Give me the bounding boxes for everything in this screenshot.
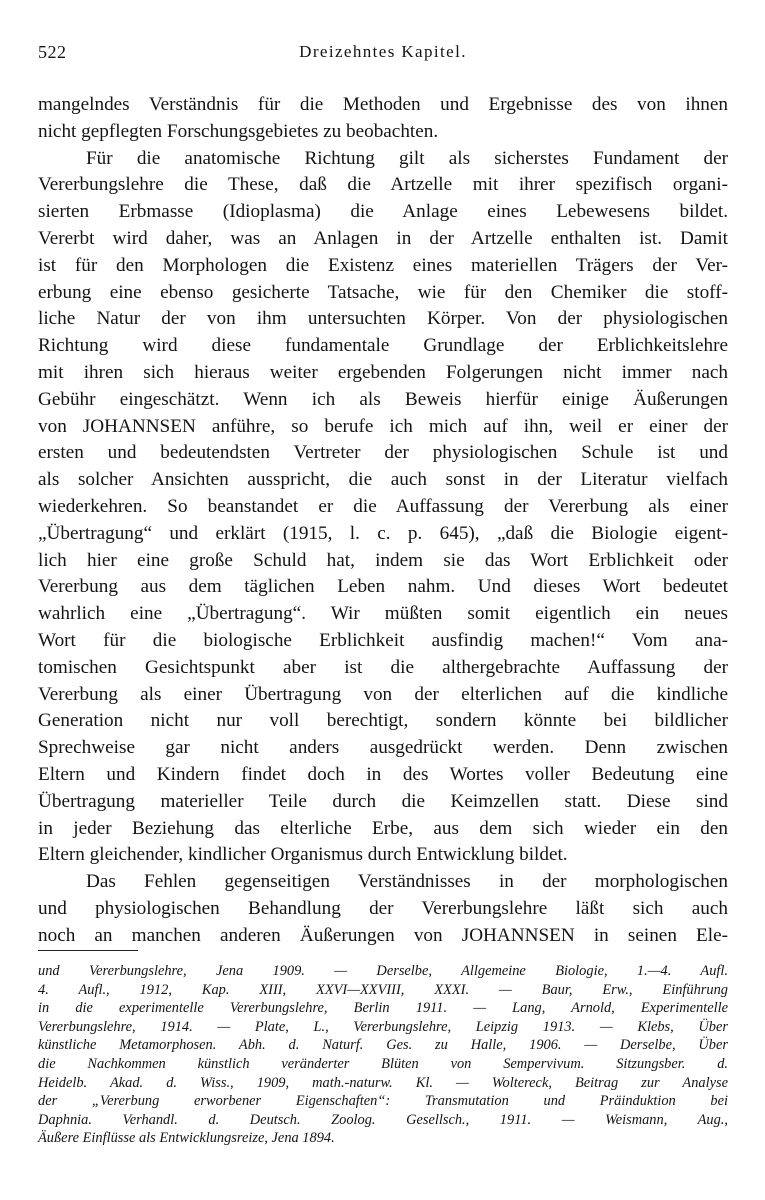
running-head: Dreizehntes Kapitel. [299, 42, 467, 61]
body-line: lich hier eine große Schuld hat, indem sie das Wort Erblichkeit oder [38, 549, 728, 571]
footnote-line: 4. Aufl., 1912, Kap. XIII, XXVI—XXVIII, XXXI. — Baur, Erw., Einführung [38, 981, 728, 998]
body-line: mangelndes Verständnis für die Methoden und Ergebnisse des von ihnen [38, 94, 728, 115]
body-line: und physiologischen Behandlung der Vererbungslehre läßt sich auch [38, 897, 728, 919]
body-line: Vererbung als einer Übertragung von der elterlichen auf die kindliche [38, 683, 728, 705]
footnote-line: Äußere Einflüsse als Entwicklungsreize, Jena 1894. [38, 1130, 335, 1147]
body-line: mit ihren sich hieraus weiter ergebenden Folgerungen nicht immer nach [38, 361, 728, 383]
body-line: wiederkehren. So beanstandet er die Auffassung der Vererbung als einer [38, 495, 728, 517]
body-line: Wort für die biologische Erblichkeit ausfindig machen!“ Vom ana- [38, 629, 728, 651]
body-text [38, 92, 728, 950]
body-line: Übertragung materieller Teile durch die Keimzellen statt. Diese sind [38, 790, 728, 812]
body-line: Vererbung aus dem täglichen Leben nahm. Und dieses Wort bedeutet [38, 576, 728, 598]
body-line: ersten und bedeutendsten Vertreter der physiologischen Schule ist und [38, 442, 728, 464]
body-line: als solcher Ansichten ausspricht, die auch sonst in der Literatur vielfach [38, 469, 728, 491]
body-line: ist für den Morphologen die Existenz eines materiellen Trägers der Ver- [38, 254, 728, 276]
body-line: von JOHANNSEN anführe, so berufe ich mich auf ihn, weil er einer der [38, 415, 728, 437]
body-line: Das Fehlen gegenseitigen Verständnisses in der morphologischen [86, 871, 728, 893]
footnote-line: Daphnia. Verhandl. d. Deutsch. Zoolog. Gesellsch., 1911. — Weismann, Aug., [38, 1111, 728, 1128]
body-line: wahrlich eine „Übertragung“. Wir müßten somit eigentlich ein neues [38, 603, 728, 625]
footnote-line: die Nachkommen künstlich veränderter Blüten von Sempervivum. Sitzungsber. d. [38, 1055, 728, 1072]
footnotes [38, 962, 728, 1148]
body-line: Für die anatomische Richtung gilt als sicherstes Fundament der [86, 147, 728, 169]
body-line: sierten Erbmasse (Idioplasma) die Anlage eines Lebewesens bildet. [38, 201, 728, 223]
body-line: Generation nicht nur voll berechtigt, sondern könnte bei bildlicher [38, 710, 728, 732]
footnote-line: der „Vererbung erworbener Eigenschaften“: Transmutation und Präinduktion bei [38, 1093, 728, 1110]
footnote-line: Heidelb. Akad. d. Wiss., 1909, math.-naturw. Kl. — Woltereck, Beitrag zur Analyse [38, 1074, 728, 1091]
body-line: Gebühr eingeschätzt. Wenn ich als Beweis hierfür einige Äußerungen [38, 388, 728, 410]
body-line: Vererbungslehre die These, daß die Artzelle mit ihrer spezifisch organi- [38, 174, 728, 196]
body-line: Vererbt wird daher, was an Anlagen in der Artzelle enthalten ist. Damit [38, 227, 728, 249]
footnote-line: und Vererbungslehre, Jena 1909. — Derselbe, Allgemeine Biologie, 1.—4. Aufl. [38, 963, 728, 979]
footnote-line: in die experimentelle Vererbungslehre, Berlin 1911. — Lang, Arnold, Experimentelle [38, 1000, 728, 1017]
body-line: Sprechweise gar nicht anders ausgedrückt werden. Denn zwischen [38, 737, 728, 759]
footnote-line: künstliche Metamorphosen. Abh. d. Naturf. Ges. zu Halle, 1906. — Derselbe, Über [38, 1037, 728, 1054]
body-line: noch an manchen anderen Äußerungen von JOHANNSEN in seinen Ele- [38, 924, 728, 946]
body-line: Eltern gleichender, kindlicher Organismus durch Entwicklung bildet. [38, 844, 568, 866]
footnote-divider [38, 950, 138, 951]
page-header [38, 42, 728, 70]
body-line: in jeder Beziehung das elterliche Erbe, aus dem sich wieder ein den [38, 817, 728, 839]
body-line: „Übertragung“ und erklärt (1915, l. c. p. 645), „daß die Biologie eigent- [38, 522, 728, 544]
body-line: Eltern und Kindern findet doch in des Wortes voller Bedeutung eine [38, 763, 728, 785]
footnote-line: Vererbungslehre, 1914. — Plate, L., Vererbungslehre, Leipzig 1913. — Klebs, Über [38, 1018, 728, 1035]
body-line: erbung eine ebenso gesicherte Tatsache, wie für den Chemiker die stoff- [38, 281, 728, 303]
body-line: nicht gepflegten Forschungsgebietes zu beobachten. [38, 120, 439, 142]
page-number: 522 [38, 42, 67, 62]
body-line: tomischen Gesichtspunkt aber ist die althergebrachte Auffassung der [38, 656, 728, 678]
body-line: Richtung wird diese fundamentale Grundlage der Erblichkeitslehre [38, 335, 728, 357]
body-line: liche Natur der von ihm untersuchten Körper. Von der physiologischen [38, 308, 728, 330]
